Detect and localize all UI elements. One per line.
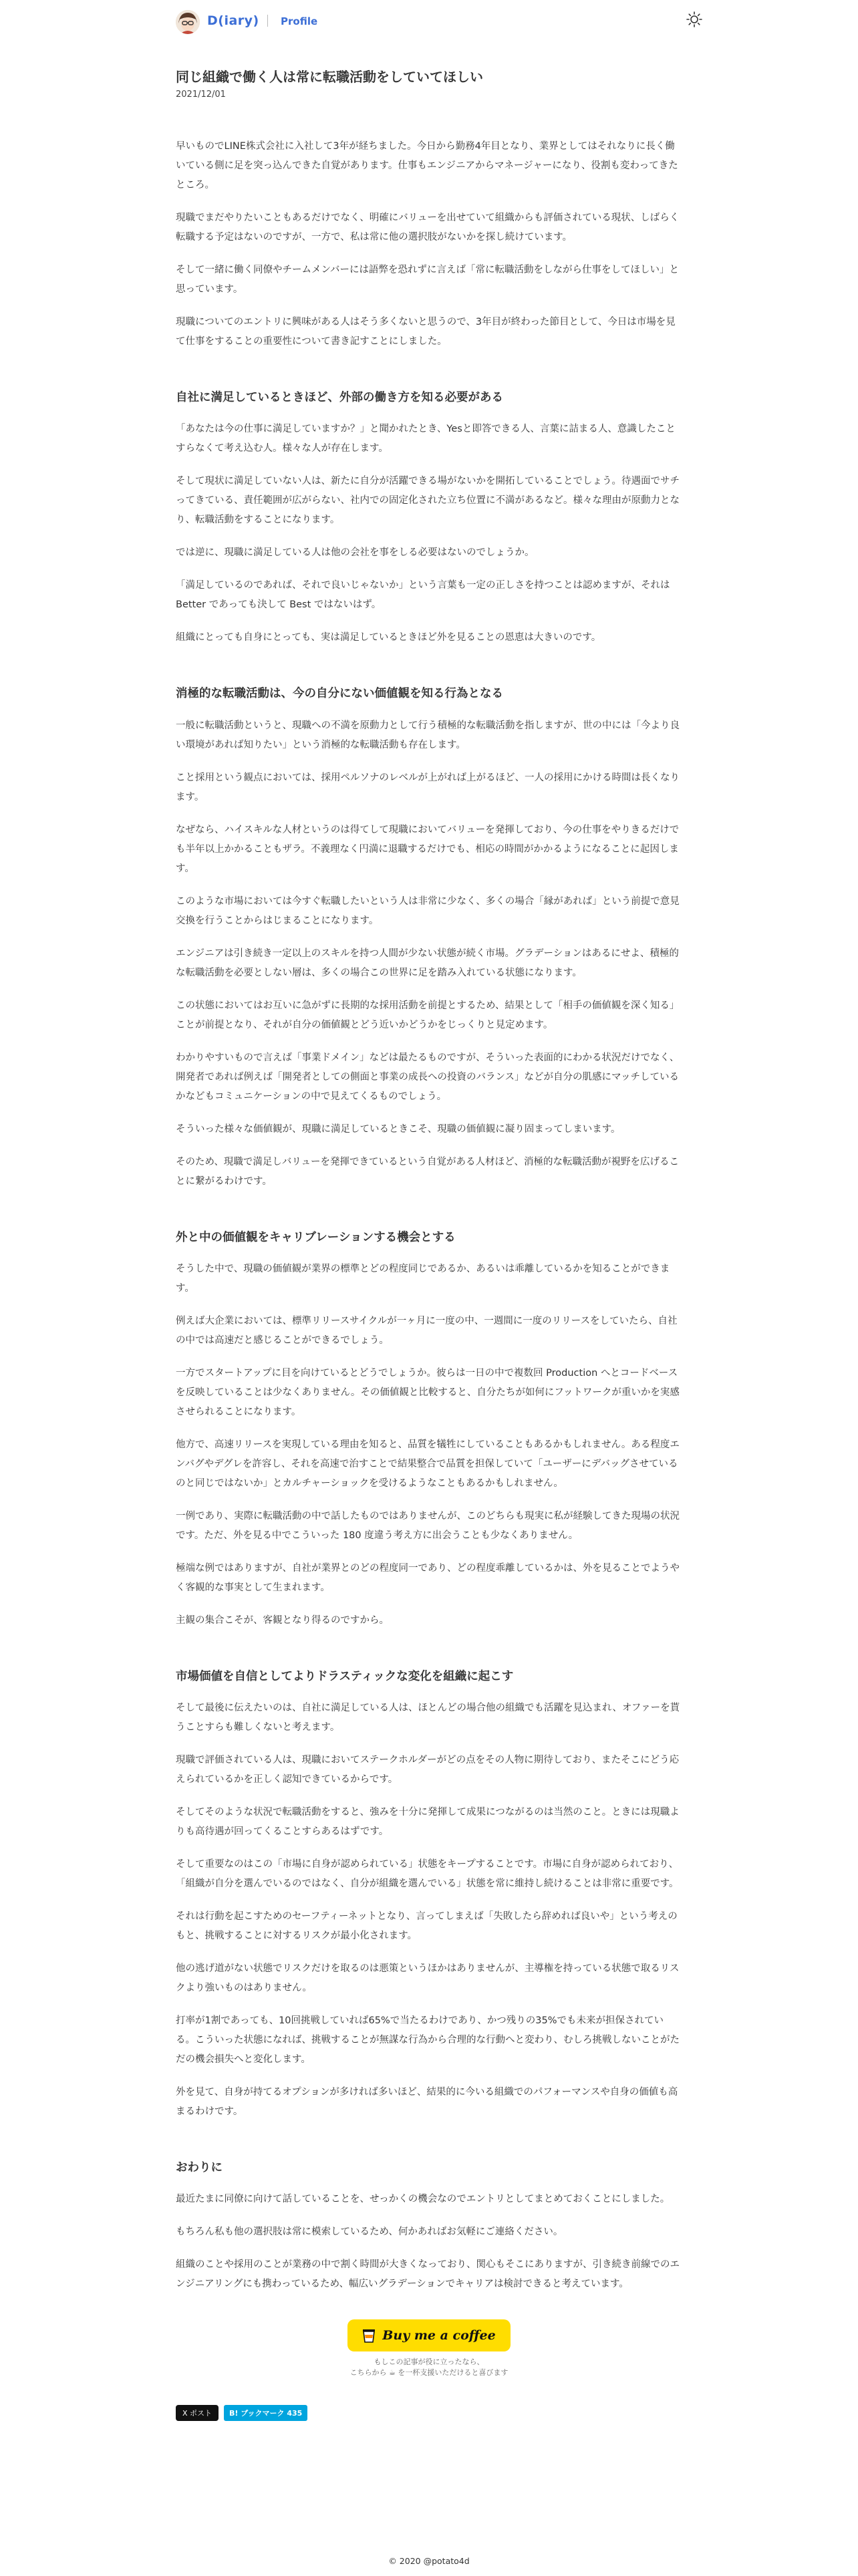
post-date: 2021/12/01: [176, 90, 226, 100]
paragraph: それは行動を起こすためのセーフティーネットとなり、言ってしまえば「失敗したら辞めれば良いや」という考えのもと、挑戦することに対するリスクが最小化されます。: [176, 1911, 678, 1941]
paragraph: 外を見て、自身が持てるオプションが多ければ多いほど、結果的に今いる組織でのパフォーマンスや自身の価値も高まるわけです。: [176, 2087, 678, 2117]
paragraph: 例えば大企業においては、標準リリースサイクルが一ヶ月に一度の中、一週間に一度のリリースをしていたら、自社の中では高速だと感じることができるでしょう。: [176, 1315, 678, 1346]
paragraph: そしてそのような状況で転職活動をすると、強みを十分に発揮して成果につながるのは当然のこと。ときには現職よりも高待遇が回ってくることすらあるはずです。: [176, 1807, 680, 1837]
paragraph: そして現状に満足していない人は、新たに自分が活躍できる場がないかを開拓していることでしょう。待遇面でサチってきている、責任範囲が広がらない、社内での固定化された立ち位置に不満があるなど。様々な理由が原動力となり、転職活動をすることになります。: [176, 476, 680, 526]
buy-me-a-coffee-button[interactable]: [347, 2319, 510, 2351]
paragraph: 一般に転職活動というと、現職への不満を原動力として行う積極的な転職活動を指しますが、世の中には「今より良い環境があれば知りたい」という消極的な転職活動も存在します。: [176, 720, 680, 750]
section-heading: 外と中の価値観をキャリブレーションする機会とする: [176, 1230, 456, 1244]
section-market-value: [176, 1668, 682, 2122]
section-passive-job-search: [176, 685, 682, 1191]
paragraph: そして最後に伝えたいのは、自社に満足している人は、ほとんどの場合他の組織でも活躍を見込まれ、オファーを貰うことすらも難しくないと考えます。: [176, 1703, 680, 1733]
paragraph: 「満足しているのであれば、それで良いじゃないか」という言葉も一定の正しさを持つことは認めますが、それは Better であっても決して Best ではないはず。: [176, 580, 670, 611]
section-heading: おわりに: [176, 2161, 223, 2174]
article-body: [176, 137, 682, 2294]
paragraph: 一例であり、実際に転職活動の中で話したものではありませんが、このどちらも現実に私が経験してきた現場の状況です。ただ、外を見る中でこういった 180 度違う考え方に出会うことも少なくありません。: [176, 1510, 680, 1541]
paragraph: そして一緒に働く同僚やチームメンバーには語弊を恐れずに言えば「常に転職活動をしながら仕事をしてほしい」と思っています。: [176, 265, 679, 295]
paragraph: そういった様々な価値観が、現職に満足しているときこそ、現職の価値観に凝り固まってしまいます。: [176, 1123, 621, 1135]
paragraph: 他の逃げ道がない状態でリスクだけを取るのは悪策というほかはありませんが、主導権を持っている状態で取るリスクより強いものはありません。: [176, 1963, 680, 1993]
support-note-line: こちらから ☕ を一杯支援いただけると喜びます: [349, 2368, 509, 2378]
avatar-illustration-icon: [176, 10, 200, 34]
paragraph: 主観の集合こそが、客観となり得るのですから。: [176, 1614, 389, 1626]
paragraph: この状態においてはお互いに急がずに長期的な採用活動を前提とするため、結果として「相手の価値観を深く知る」ことが前提となり、それが自分の価値観とどう近いかどうかをじっくりと見定めます。: [176, 1000, 680, 1030]
paragraph: 現職でまだやりたいこともあるだけでなく、明確にバリューを出せていて組織からも評価されている現状、しばらく転職する予定はないのですが、一方で、私は常に他の選択肢がないかを探し続けています。: [176, 212, 680, 243]
header-divider: [267, 15, 268, 27]
sun-icon: [686, 11, 703, 28]
paragraph: 一方でスタートアップに目を向けているとどうでしょうか。彼らは一日の中で複数回 Production へとコードベースを反映していることは少なくありません。その価値観と比較すると、自分たちが如何にフットワークが重いかを実感させられることになります。: [176, 1367, 680, 1417]
avatar[interactable]: [176, 10, 200, 34]
x-post-button[interactable]: X ポスト: [176, 2405, 219, 2421]
section-conclusion: [176, 2159, 682, 2294]
paragraph: なぜなら、ハイスキルな人材というのは得てして現職においてバリューを発揮しており、今の仕事をやりきるだけでも半年以上かかることもザラ。不義理なく円満に退職するだけでも、相応の時間がかかるようになることに起因します。: [176, 824, 680, 874]
support-note: [176, 2357, 682, 2378]
paragraph: そうした中で、現職の価値観が業界の標準とどの程度同じであるか、あるいは乖離しているかを知ることができます。: [176, 1263, 670, 1294]
paragraph: 打率が1割であっても、10回挑戦していれば65%で当たるわけであり、かつ残りの35%でも未来が担保されている。こういった状態になれば、挑戦することが無謀な行為から合理的な行動へと変わり、むしろ挑戦しないことがただの機会損失へと変化します。: [176, 2015, 680, 2065]
site-title-link[interactable]: D(iary): [207, 13, 259, 28]
paragraph: では逆に、現職に満足している人は他の会社を事をしる必要はないのでしょうか。: [176, 547, 535, 559]
paragraph: そして重要なのはこの「市場に自身が認められている」状態をキープすることです。市場に自身が認められており、「組織が自分を選んでいるのではなく、自分が組織を選んでいる」状態を常に維持し続けることは非常に重要です。: [176, 1859, 679, 1889]
paragraph: 現職についてのエントリに興味がある人はそう多くないと思うので、3年目が終わった節目として、今日は市場を見て仕事をすることの重要性について書き記すことにしました。: [176, 317, 676, 347]
paragraph: 最近たまに同僚に向けて話していることを、せっかくの機会なのでエントリとしてまとめておくことにしました。: [176, 2194, 670, 2205]
paragraph: わかりやすいもので言えば「事業ドメイン」などは最たるものですが、そういった表面的にわかる状況だけでなく、開発者であれば例えば「開発者としての側面と事業の成長への投資のバランス」などが自分の肌感にマッチしているかなどもコミュニケーションの中で見えてくるものでしょう。: [176, 1052, 680, 1102]
paragraph: 他方で、高速リリースを実現している理由を知ると、品質を犠牲にしていることもあるかもしれません。ある程度エンバグやデグレを許容し、それを高速で治すことで結果整合で品質を担保していて「ユーザーにデバッグさせているのと同じではないか」とカルチャーショックを受けるようなこともあるかもしれません。: [176, 1439, 680, 1489]
hatena-bookmark-button[interactable]: B! ブックマーク 435: [224, 2405, 307, 2421]
post-title: 同じ組織で働く人は常に転職活動をしていてほしい: [176, 69, 483, 85]
paragraph: 現職で評価されている人は、現職においてステークホルダーがどの点をその人物に期待しており、またそこにどう応えられているかを正しく認知できているからです。: [176, 1755, 680, 1785]
share-buttons: [176, 2405, 682, 2421]
section-satisfaction: [176, 389, 682, 648]
copyright: © 2020 @potato4d: [388, 2556, 470, 2566]
paragraph: 極端な例ではありますが、自社が業界とのどの程度同一であり、どの程度乖離しているかは、外を見ることでようやく客観的な事実として生まれます。: [176, 1562, 680, 1593]
profile-link[interactable]: Profile: [281, 15, 318, 27]
article: [176, 67, 682, 2421]
section-heading: 自社に満足しているときほど、外部の働き方を知る必要がある: [176, 391, 503, 404]
paragraph: エンジニアは引き続き一定以上のスキルを持つ人間が少ない状態が続く市場。グラデーションはあるにせよ、積極的な転職活動を必要としない層は、多くの場合この世界に足を踏み入れている状態になります。: [176, 948, 679, 978]
paragraph: 早いものでLINE株式会社に入社して3年が経ちました。今日から勤務4年目となり、業界としてはそれなりに長く働いている側に足を突っ込んできた自覚があります。仕事もエンジニアからマネージャーになり、役割も変わってきたところ。: [176, 141, 678, 190]
section-heading: 市場価値を自信としてよりドラスティックな変化を組織に起こす: [176, 1669, 514, 1683]
section-heading: 消極的な転職活動は、今の自分にない価値観を知る行為となる: [176, 687, 503, 701]
paragraph: このような市場においては今すぐ転職したいという人は非常に少なく、多くの場合「縁があれば」という前提で意見交換を行うことからはじまることになります。: [176, 895, 680, 926]
paragraph: 組織のことや採用のことが業務の中で割く時間が大きくなっており、関心もそこにありますが、引き続き前線でのエンジニアリングにも携わっているため、幅広いグラデーションでキャリアは検討できると考えています。: [176, 2259, 680, 2290]
section-intro: [176, 137, 682, 351]
support-block: [176, 2319, 682, 2378]
theme-toggle-button[interactable]: [686, 11, 703, 28]
site-header: [0, 0, 858, 44]
paragraph: 「あなたは今の仕事に満足していますか？」と聞かれたとき、Yesと即答できる人、言葉に詰まる人、意識したことすらなくて考え込む人。様々な人が存在します。: [176, 424, 676, 454]
paragraph: こと採用という観点においては、採用ペルソナのレベルが上がれば上がるほど、一人の採用にかける時間は長くなります。: [176, 772, 680, 803]
support-note-line: もしこの記事が役に立ったなら、: [374, 2357, 484, 2367]
coffee-cup-icon: [362, 2327, 376, 2343]
paragraph: そのため、現職で満足しバリューを発揮できているという自覚がある人材ほど、消極的な転職活動が視野を広げることに繋がるわけです。: [176, 1156, 679, 1187]
coffee-button-label: Buy me a coffee: [382, 2328, 496, 2343]
paragraph: 組織にとっても自身にとっても、実は満足しているときほど外を見ることの恩恵は大きいのです。: [176, 632, 601, 643]
section-calibration: [176, 1229, 682, 1630]
paragraph: もちろん私も他の選択肢は常に模索しているため、何かあればお気軽にご連絡ください。: [176, 2227, 563, 2238]
site-footer: [0, 2556, 858, 2566]
